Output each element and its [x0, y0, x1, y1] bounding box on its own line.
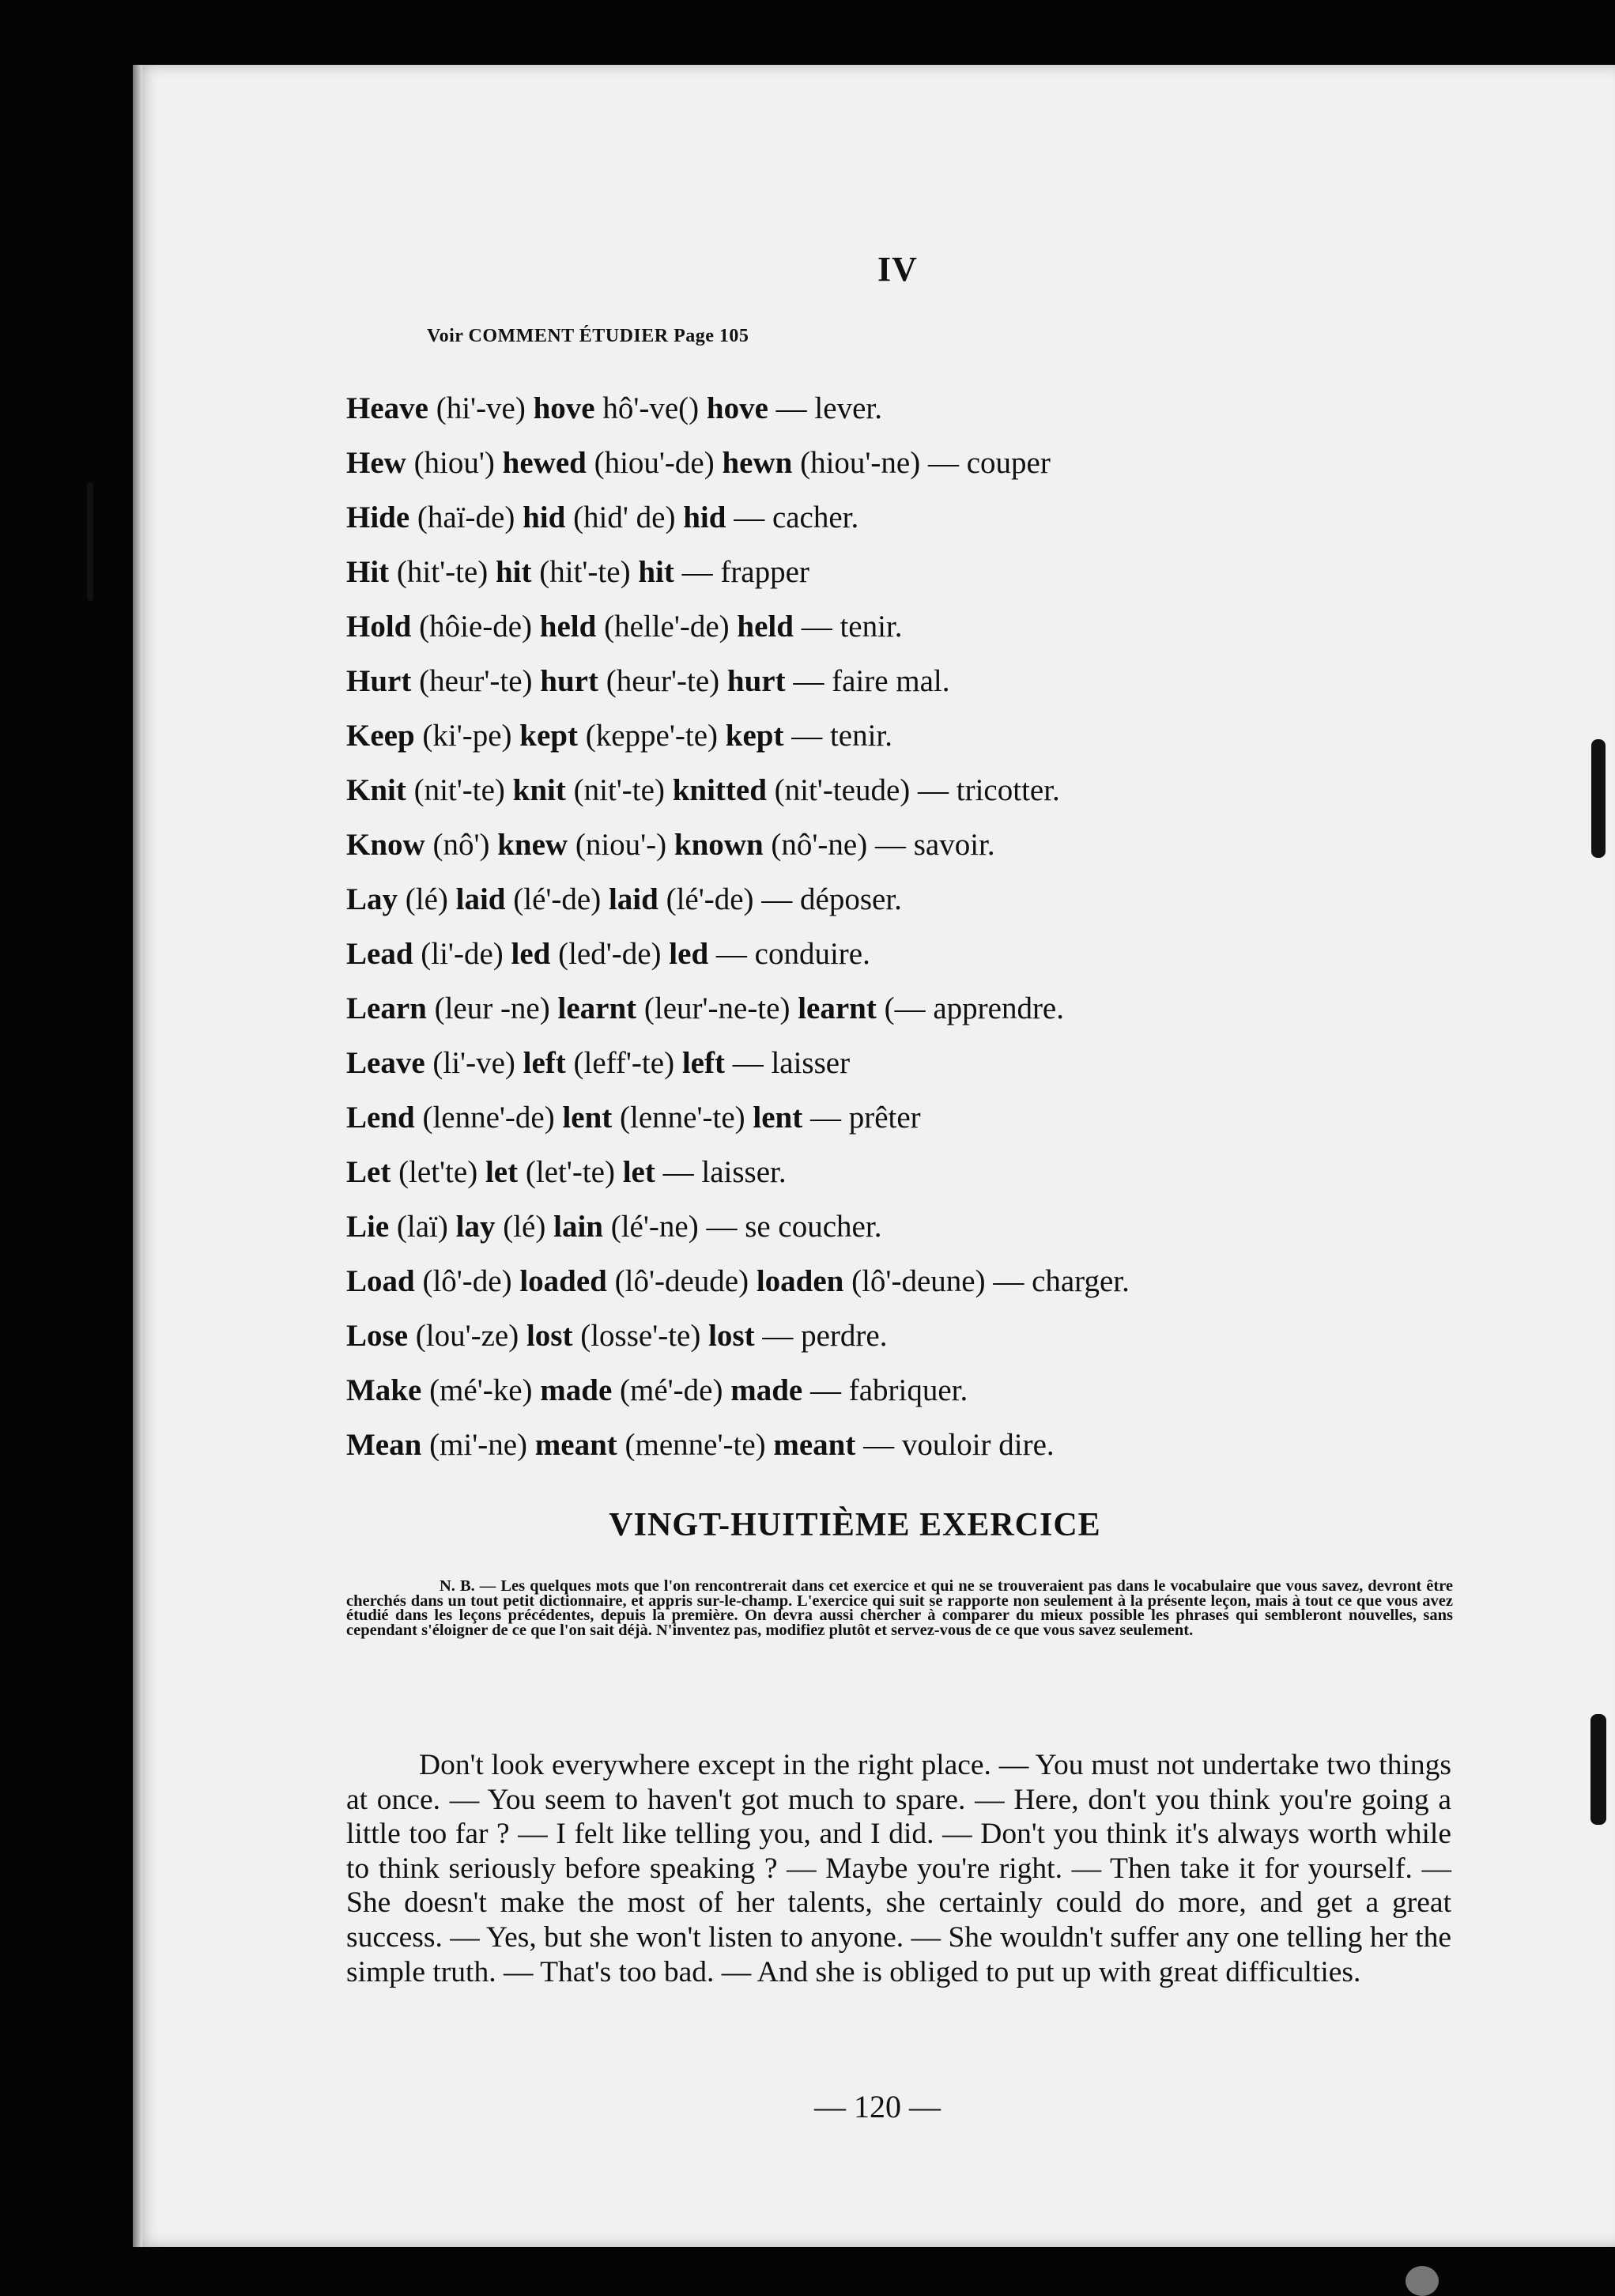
verb-past-pronunciation: (leur'-ne-te)	[636, 991, 798, 1025]
verb-past-pronunciation: (niou'-)	[568, 828, 674, 862]
verb-meaning: — tricotter.	[910, 773, 1060, 807]
verb-past-pronunciation: (nit'-te)	[565, 773, 673, 807]
verb-participle: hewn	[722, 446, 793, 480]
verb-participle: made	[730, 1373, 803, 1407]
verb-base-pronunciation: (mi'-ne)	[421, 1428, 535, 1462]
verb-base-pronunciation: (lô'-de)	[414, 1264, 520, 1298]
verb-line	[346, 599, 1421, 654]
verb-participle: knitted	[672, 773, 767, 807]
verb-past: let	[485, 1155, 519, 1189]
verb-past-pronunciation: (let'-te)	[518, 1155, 623, 1189]
verb-base-pronunciation: (lenne'-de)	[414, 1101, 563, 1135]
verb-line	[346, 381, 1421, 436]
verb-line	[346, 763, 1421, 818]
bottom-corner-speck	[1406, 2266, 1439, 2296]
verb-participle: lost	[708, 1319, 755, 1353]
verb-past-pronunciation: (menne'-te)	[617, 1428, 774, 1462]
verb-base: Lose	[346, 1319, 408, 1353]
verb-base: Lie	[346, 1210, 390, 1244]
left-margin-bracket-mark	[87, 482, 93, 601]
verb-base-pronunciation: (nit'-te)	[406, 773, 513, 807]
verb-participle: meant	[773, 1428, 856, 1462]
verb-base-pronunciation: (hi'-ve)	[428, 391, 534, 425]
study-reference: Voir COMMENT ÉTUDIER Page 105	[427, 326, 749, 346]
verb-participle: kept	[725, 719, 784, 753]
verb-participle-pronunciation: (lô'-deune)	[843, 1264, 986, 1298]
verb-meaning: — frapper	[674, 555, 809, 589]
verb-line	[346, 818, 1421, 872]
verb-past: hit	[495, 555, 532, 589]
verb-meaning: — conduire.	[708, 937, 870, 971]
verb-past: meant	[534, 1428, 617, 1462]
verb-line	[346, 1145, 1421, 1199]
page-edge-shadow	[133, 65, 142, 2247]
verb-past-pronunciation: (hiou'-de)	[586, 446, 723, 480]
verb-base-pronunciation: (hiou')	[406, 446, 503, 480]
verb-meaning: — fabriquer.	[802, 1373, 968, 1407]
verb-participle: hove	[706, 391, 768, 425]
verb-past-pronunciation: (led'-de)	[550, 937, 670, 971]
verb-base: Load	[346, 1264, 415, 1298]
verb-meaning: — laisser	[724, 1046, 851, 1080]
page-number: — 120 —	[814, 2089, 941, 2124]
verb-base: Hurt	[346, 664, 412, 698]
verb-past-pronunciation: (leff'-te)	[565, 1046, 682, 1080]
verb-base: Know	[346, 828, 425, 862]
verb-past: held	[539, 610, 597, 644]
verb-line	[346, 1418, 1421, 1472]
verb-line	[346, 1363, 1421, 1418]
verb-participle-pronunciation: (lé'-ne)	[602, 1210, 699, 1244]
verb-participle-pronunciation: (hiou'-ne)	[792, 446, 921, 480]
verb-base: Lend	[346, 1101, 415, 1135]
verb-meaning: — prêter	[802, 1101, 921, 1135]
verb-base-pronunciation: (li'-de)	[413, 937, 511, 971]
verb-base: Keep	[346, 719, 415, 753]
verb-past-pronunciation: (helle'-de)	[596, 610, 738, 644]
verb-past: hove	[533, 391, 595, 425]
verb-base: Hide	[346, 500, 410, 534]
verb-past-pronunciation: (hit'-te)	[531, 555, 639, 589]
verb-past-pronunciation: hô'-ve()	[594, 391, 707, 425]
verb-participle-pronunciation: (nit'-teude)	[766, 773, 911, 807]
exercise-heading: VINGT-HUITIÈME EXERCICE	[609, 1507, 1101, 1543]
verb-line	[346, 1254, 1421, 1308]
verb-participle: led	[669, 937, 709, 971]
verb-participle: hurt	[726, 664, 786, 698]
verb-past-pronunciation: (lé)	[495, 1210, 554, 1244]
verb-participle: learnt	[798, 991, 877, 1025]
verb-base-pronunciation: (lou'-ze)	[408, 1319, 526, 1353]
verb-meaning: — laisser.	[655, 1155, 787, 1189]
verb-past: learnt	[557, 991, 637, 1025]
verb-participle: left	[681, 1046, 725, 1080]
verb-base-pronunciation: (nô')	[425, 828, 498, 862]
verb-participle: hid	[683, 500, 726, 534]
verb-line	[346, 436, 1421, 490]
verb-base-pronunciation: (hit'-te)	[389, 555, 496, 589]
verb-participle: known	[674, 828, 764, 862]
verb-line	[346, 490, 1421, 545]
verb-base: Knit	[346, 773, 406, 807]
verb-line	[346, 927, 1421, 981]
verb-participle: loaden	[756, 1264, 844, 1298]
verb-base-pronunciation: (let'te)	[391, 1155, 485, 1189]
verb-base-pronunciation: (ki'-pe)	[414, 719, 520, 753]
verb-line	[346, 872, 1421, 927]
right-margin-mark-lower	[1590, 1714, 1606, 1825]
verb-meaning: — déposer.	[753, 882, 902, 916]
verb-past-pronunciation: (hid' de)	[565, 500, 684, 534]
verb-past-pronunciation: (lenne'-te)	[612, 1101, 753, 1135]
verb-past: knew	[497, 828, 568, 862]
verb-meaning: — charger.	[985, 1264, 1130, 1298]
section-numeral: IV	[877, 250, 918, 289]
verb-meaning: — lever.	[768, 391, 882, 425]
verb-base: Lay	[346, 882, 398, 916]
verb-past: knit	[512, 773, 566, 807]
verb-meaning: — couper	[920, 446, 1051, 480]
verb-past: lent	[562, 1101, 613, 1135]
verb-meaning: — tenir.	[793, 610, 903, 644]
verb-past: left	[523, 1046, 566, 1080]
nb-note: N. B. — Les quelques mots que l'on rencontrerait dans cet exercice et qui ne se trouveraient pas dans le vocabulaire que vous savez, devront être cherchés dans un tout petit dictionnaire, et appris sur-le-champ. L'exercice qui suit se rapporte non seulement à la présente leçon, mais à tout ce que vous avez étudié dans les leçons précédentes, depuis la première. On devra aussi chercher à comparer du mieux possible les phrases qui sembleront nouvelles, sans cependant s'éloigner de ce que l'on sait déjà. N'inventez pas, modifiez plutôt et servez-vous de ce que vous savez seulement.	[346, 1577, 1453, 1639]
top-speck	[857, 51, 868, 65]
verb-participle-pronunciation: (lé'-de)	[658, 882, 754, 916]
irregular-verb-list	[346, 381, 1421, 1472]
verb-meaning: — se coucher.	[698, 1210, 882, 1244]
verb-participle: hit	[638, 555, 674, 589]
verb-line	[346, 1199, 1421, 1254]
verb-past: hurt	[540, 664, 598, 698]
verb-meaning: — perdre.	[754, 1319, 888, 1353]
verb-past-pronunciation: (heur'-te)	[598, 664, 727, 698]
verb-line	[346, 654, 1421, 708]
verb-past: lay	[455, 1210, 496, 1244]
verb-base: Learn	[346, 991, 427, 1025]
verb-base-pronunciation: (lé)	[398, 882, 456, 916]
verb-participle-pronunciation: (nô'-ne)	[763, 828, 868, 862]
verb-meaning: — faire mal.	[785, 664, 950, 698]
verb-base-pronunciation: (haï-de)	[409, 500, 523, 534]
verb-line	[346, 708, 1421, 763]
verb-meaning: — cacher.	[726, 500, 859, 534]
verb-participle: lain	[553, 1210, 603, 1244]
verb-base-pronunciation: (heur'-te)	[411, 664, 541, 698]
verb-past-pronunciation: (keppe'-te)	[577, 719, 726, 753]
verb-participle: laid	[608, 882, 658, 916]
verb-base-pronunciation: (laï)	[389, 1210, 456, 1244]
verb-base: Leave	[346, 1046, 425, 1080]
verb-line	[346, 1308, 1421, 1363]
verb-meaning: — savoir.	[867, 828, 995, 862]
verb-past: hewed	[502, 446, 587, 480]
verb-participle: held	[737, 610, 794, 644]
verb-past: led	[511, 937, 551, 971]
verb-base: Make	[346, 1373, 422, 1407]
verb-past: kept	[519, 719, 578, 753]
verb-meaning: — tenir.	[783, 719, 893, 753]
verb-past: laid	[455, 882, 506, 916]
verb-base: Hold	[346, 610, 412, 644]
verb-base: Heave	[346, 391, 428, 425]
verb-line	[346, 1036, 1421, 1090]
verb-base: Let	[346, 1155, 391, 1189]
verb-past-pronunciation: (losse'-te)	[572, 1319, 709, 1353]
verb-base: Lead	[346, 937, 413, 971]
verb-past-pronunciation: (lô'-deude)	[606, 1264, 757, 1298]
verb-participle: let	[622, 1155, 655, 1189]
verb-line	[346, 981, 1421, 1036]
verb-base: Mean	[346, 1428, 422, 1462]
verb-meaning: (— apprendre.	[876, 991, 1064, 1025]
verb-base: Hit	[346, 555, 390, 589]
verb-participle: lent	[753, 1101, 803, 1135]
verb-base-pronunciation: (li'-ve)	[425, 1046, 523, 1080]
verb-past-pronunciation: (mé'-de)	[612, 1373, 731, 1407]
verb-base: Hew	[346, 446, 406, 480]
exercise-text: Don't look everywhere except in the right place. — You must not undertake two things at once. — You seem to haven't got much to spare. — Here, don't you think you're going a little too far ? — I felt like telling you, and I did. — Don't you think it's always worth while to think seriously before speaking ? — Maybe you're right. — Then take it for yourself. — She doesn't make the most of her talents, she certainly could do more, and get a great success. — Yes, but she won't listen to anyone. — She wouldn't suffer any one telling her the simple truth. — That's too bad. — And she is obliged to put up with great difficulties.	[346, 1749, 1451, 1988]
verb-base-pronunciation: (mé'-ke)	[421, 1373, 541, 1407]
verb-base-pronunciation: (hôie-de)	[411, 610, 540, 644]
verb-meaning: — vouloir dire.	[855, 1428, 1055, 1462]
right-margin-mark-upper	[1591, 739, 1606, 858]
verb-past-pronunciation: (lé'-de)	[505, 882, 609, 916]
verb-base-pronunciation: (leur -ne)	[426, 991, 558, 1025]
verb-line	[346, 545, 1421, 599]
verb-past: hid	[523, 500, 566, 534]
verb-past: lost	[526, 1319, 573, 1353]
verb-past: loaded	[519, 1264, 607, 1298]
verb-past: made	[540, 1373, 613, 1407]
verb-line	[346, 1090, 1421, 1145]
